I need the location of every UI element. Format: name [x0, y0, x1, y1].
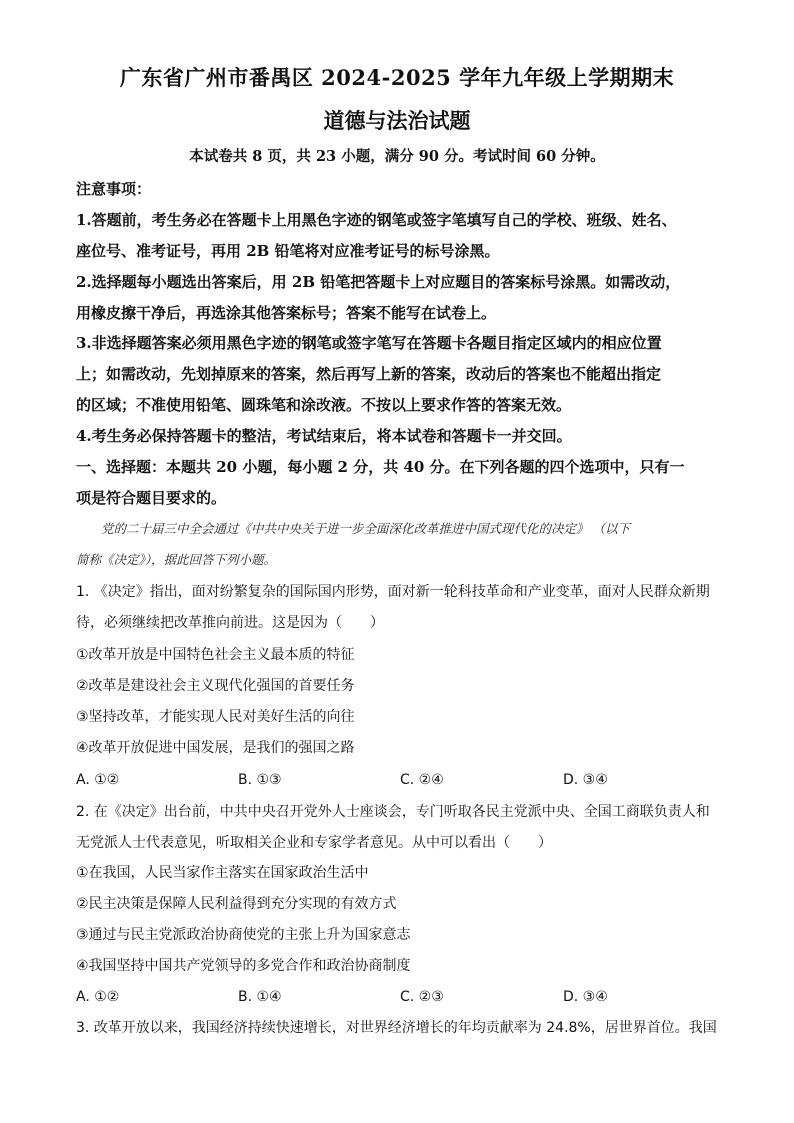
question-2-item: ①在我国，人民当家作主落实在国家政治生活中 [76, 865, 369, 881]
question-1-item: ②改革是建设社会主义现代化强国的首要任务 [76, 678, 355, 694]
notice-line: 上；如需改动，先划掉原来的答案，然后再写上新的答案，改动后的答案也不能超出指定 [76, 365, 662, 383]
question-2-option-c: C. ②③ [400, 989, 444, 1005]
material-intro: 简称《决定》），据此回答下列小题。 [76, 552, 277, 567]
notice-line: 座位号、准考证号，再用 2B 铅笔将对应准考证号的标号涂黑。 [76, 242, 500, 260]
section-heading: 项是符合题目要求的。 [76, 489, 227, 507]
page-title: 广东省广州市番禺区 2024-2025 学年九年级上学期期末 [119, 65, 675, 90]
question-2-option-a: A. ①② [76, 989, 120, 1005]
question-1-option-d: D. ③④ [563, 772, 608, 788]
material-intro: 党的二十届三中全会通过《中共中央关于进一步全面深化改革推进中国式现代化的决定》 （以下 [76, 521, 630, 536]
question-2-option-d: D. ③④ [563, 989, 608, 1005]
question-2-item: ④我国坚持中国共产党领导的多党合作和政治协商制度 [76, 958, 411, 974]
notice-line: 2.选择题每小题选出答案后，用 2B 铅笔把答题卡上对应题目的答案标号涂黑。如需改动， [76, 273, 681, 291]
notice-line: 的区域；不准使用铅笔、圆珠笔和涂改液。不按以上要求作答的答案无效。 [76, 396, 572, 414]
notice-line: 用橡皮擦干净后，再选涂其他答案标号；答案不能写在试卷上。 [76, 304, 497, 322]
question-2-stem: 无党派人士代表意见，听取相关企业和专家学者意见。从中可以看出（ ） [76, 835, 552, 851]
page-subtitle: 道德与法治试题 [323, 108, 471, 133]
notice-heading: 注意事项： [76, 180, 152, 198]
question-2-item: ③通过与民主党派政治协商使党的主张上升为国家意志 [76, 927, 411, 943]
question-1-stem: 待，必须继续把改革推向前进。这是因为（ ） [76, 615, 384, 631]
question-3-stem: 3. 改革开放以来，我国经济持续快速增长，对世界经济增长的年均贡献率为 24.8%，居世界首位。我国 [76, 1020, 717, 1036]
question-2-item: ②民主决策是保障人民利益得到充分实现的有效方式 [76, 896, 397, 912]
notice-line: 4.考生务必保持答题卡的整洁，考试结束后，将本试卷和答题卡一并交回。 [76, 427, 572, 445]
question-1-option-a: A. ①② [76, 772, 120, 788]
notice-line: 3.非选择题答案必须用黑色字迹的钢笔或签字笔写在答题卡各题目指定区域内的相应位置 [76, 334, 662, 352]
notice-line: 1.答题前，考生务必在答题卡上用黑色字迹的钢笔或签字笔填写自己的学校、班级、姓名、 [76, 211, 677, 229]
section-heading: 一、选择题：本题共 20 小题，每小题 2 分，共 40 分。在下列各题的四个选项中，只有一 [76, 458, 685, 476]
question-1-option-c: C. ②④ [400, 772, 444, 788]
question-1-item: ④改革开放促进中国发展，是我们的强国之路 [76, 740, 355, 756]
question-1-stem: 1. 《决定》指出，面对纷繁复杂的国际国内形势，面对新一轮科技革命和产业变革，面对人民群众新期 [76, 584, 710, 600]
exam-meta: 本试卷共 8 页，共 23 小题，满分 90 分。考试时间 60 分钟。 [189, 148, 605, 165]
question-2-option-b: B. ①④ [238, 989, 282, 1005]
question-1-option-b: B. ①③ [238, 772, 282, 788]
question-2-stem: 2. 在《决定》出台前，中共中央召开党外人士座谈会，专门听取各民主党派中央、全国工商联负责人和 [76, 804, 710, 820]
question-1-item: ③坚持改革，才能实现人民对美好生活的向往 [76, 709, 355, 725]
question-1-item: ①改革开放是中国特色社会主义最本质的特征 [76, 647, 355, 663]
